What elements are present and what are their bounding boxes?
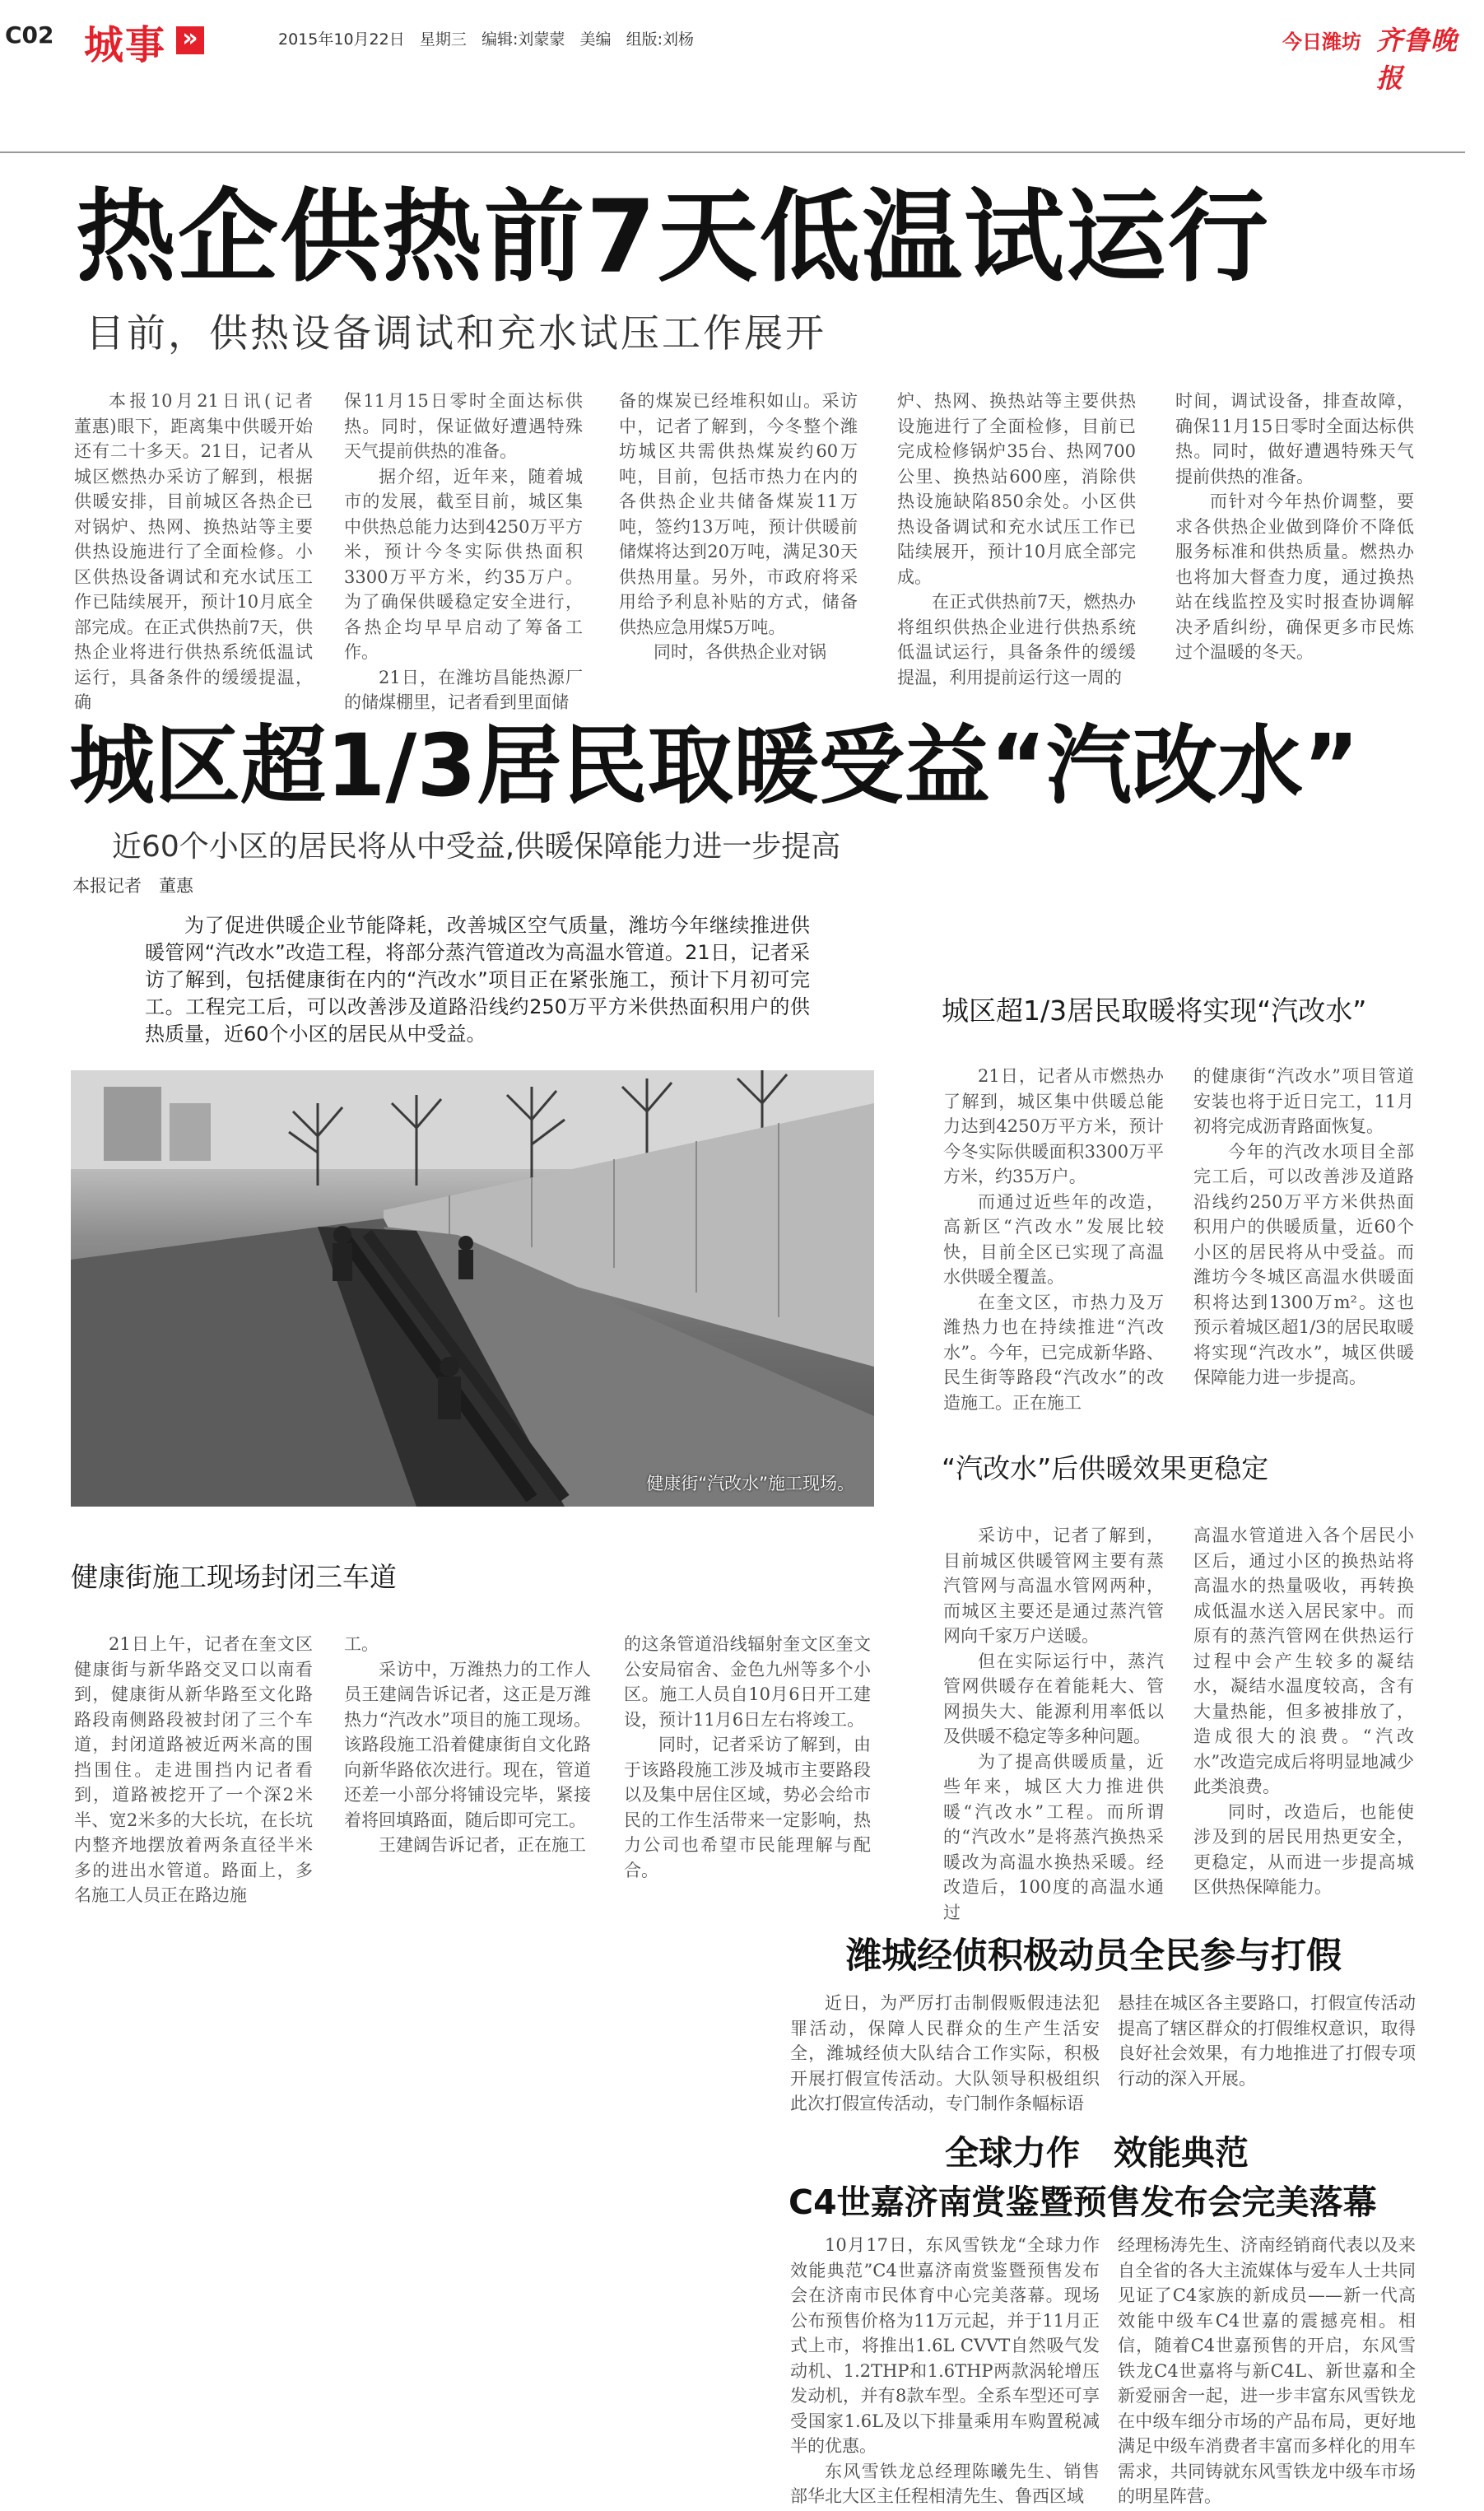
article1-column-3 xyxy=(619,389,858,665)
issue-date: 2015年10月22日 xyxy=(278,30,405,49)
paragraph: 今年的汽改水项目全部完工后，可以改善涉及道路沿线约250万平方米供热面积用户的供暖质量，近60个小区的居民将从中受益。而潍坊今冬城区高温水供暖面积将达到1300万m²。这也预示着城区超1/3的居民取暖将实现“汽改水”，城区供暖保障能力进一步提高。 xyxy=(1193,1141,1414,1387)
paragraph: 高温水管道进入各个居民小区后，通过小区的换热站将高温水的热量吸收，再转换成低温水送入居民家中。而原有的蒸汽管网在供热运行过程中会产生较多的凝结水，凝结水温度较高，含有大量热能，但多被排放了，造成很大的浪费。“汽改水”改造完成后将明显地减少此类浪费。 xyxy=(1193,1526,1414,1796)
paragraph: 在奎文区，市热力及万潍热力也在持续推进“汽改水”。今年，已完成新华路、民生街等路段“汽改水”的改造施工。正在施工 xyxy=(943,1292,1164,1413)
header-rule xyxy=(0,151,1465,153)
article4-title-line1: 全球力作 效能典范 xyxy=(945,2133,1249,2173)
article1-column-4 xyxy=(897,389,1136,690)
article1-title: 热企供热前7天低温试运行 xyxy=(76,179,1270,296)
article2-lead: 为了促进供暖企业节能降耗，改善城区空气质量，潍坊今年继续推进供暖管网“汽改水”改造工程，将部分蒸汽管道改为高温水管道。21日，记者采访了解到，包括健康街在内的“汽改水”项目正在紧张施工，预计下月初可完工。工程完工后，可以改善涉及道路沿线约250万平方米供热面积用户的供热质量，近60个小区的居民从中受益。 xyxy=(145,914,810,1046)
article4-column-1 xyxy=(790,2233,1100,2509)
article1-column-2 xyxy=(344,389,583,715)
paragraph: 在正式供热前7天，燃热办将组织供热企业进行供热系统低温试运行，具备条件的缓缓提温，利用提前运行这一周的 xyxy=(897,592,1136,687)
art-credit: 美编 xyxy=(579,30,612,49)
article1-column-1 xyxy=(74,389,330,715)
paragraph: 为了提高供暖质量，近些年来，城区大力推进供暖“汽改水”工程。而所谓的“汽改水”是将蒸汽换热采暖改为高温水换热采暖。经改造后，100度的高温水通过 xyxy=(943,1751,1164,1922)
section2-column-2 xyxy=(1193,1523,1414,1900)
edition-label: 今日潍坊 xyxy=(1282,30,1361,54)
paragraph: 采访中，记者了解到，目前城区供暖管网主要有蒸汽管网与高温水管网两种，而城区主要还是通过蒸汽管网向千家万户送暖。 xyxy=(943,1526,1164,1646)
page-number: C02 xyxy=(5,21,54,49)
article2-byline: 本报记者 董惠 xyxy=(72,876,193,896)
paragraph: 而通过近些年的改造，高新区“汽改水”发展比较快，目前全区已实现了高温水供暖全覆盖。 xyxy=(943,1191,1164,1287)
paragraph: 同时，记者采访了解到，由于该路段施工涉及城市主要路段以及集中居住区域，势必会给市民的工作生活带来一定影响，热力公司也希望市民能理解与配合。 xyxy=(624,1735,871,1880)
paragraph: 工。 xyxy=(344,1634,379,1654)
paragraph: 保11月15日零时全面达标供热。同时，保证做好遭遇特殊天气提前供热的准备。 xyxy=(344,391,583,461)
paragraph: 王建阔告诉记者，正在施工 xyxy=(379,1835,586,1855)
header-meta xyxy=(278,27,694,49)
section1-column-1 xyxy=(943,1064,1164,1415)
article3-column-1 xyxy=(790,1991,1100,2117)
paragraph: 东风雪铁龙总经理陈曦先生、销售部华北大区主任程相清先生、鲁西区域 xyxy=(790,2461,1100,2506)
article3-column-2 xyxy=(1118,1991,1416,2091)
article4-title-line2: C4世嘉济南赏鉴暨预售发布会完美落幕 xyxy=(789,2183,1377,2222)
section2-column-1 xyxy=(943,1523,1164,1925)
paragraph: 的这条管道沿线辐射奎文区奎文公安局宿舍、金色九州等多个小区。施工人员自10月6日开工建设，预计11月6日左右将竣工。 xyxy=(624,1634,871,1730)
paragraph: 10月17日，东风雪铁龙“全球力作 效能典范”C4世嘉济南赏鉴暨预售发布会在济南市民体育中心完美落幕。现场公布预售价格为11万元起，并于11月正式上市，将推出1.6L CVVT自然吸气发动机、1.2THP和1.6THP两款涡轮增压发动机，并有8款车型。全系车型还可享受国家1.6L及以下排量乘用车购置税减半的优惠。 xyxy=(790,2235,1100,2456)
article1-subtitle: 目前，供热设备调试和充水试压工作展开 xyxy=(86,311,826,356)
section-arrow-icon: » xyxy=(176,26,204,54)
paragraph: 本报10月21日讯(记者 董惠)眼下，距离集中供暖开始还有二十多天。21日，记者从城区燃热办采访了解到，根据供暖安排，目前城区各热企已对锅炉、热网、换热站等主要供热设施进行了全面检修。小区供热设备调试和充水试压工作已陆续展开，预计10月底全部完成。在正式供热前7天，供热企业将进行供热系统低温试运行，具备条件的缓缓提温，确 xyxy=(74,391,330,712)
paragraph: 炉、热网、换热站等主要供热设施进行了全面检修，目前已完成检修锅炉35台、热网700公里、换热站600座，消除供热设施缺陷850余处。小区供热设备调试和充水试压工作已陆续展开，预计10月底全部完成。 xyxy=(897,391,1136,587)
article3-title: 潍城经侦积极动员全民参与打假 xyxy=(846,1936,1342,1977)
paragraph: 经理杨涛先生、济南经销商代表以及来自全省的各大主流媒体与爱车人士共同见证了C4家族的新成员——新一代高效能中级车C4世嘉的震撼亮相。相信，随着C4世嘉预售的开启，东风雪铁龙C4世嘉将与新C4L、新世嘉和全新爱丽舍一起，进一步丰富东风雪铁龙在中级车细分市场的产品布局，更好地满足中级车消费者丰富而多样化的用车需求，共同铸就东风雪铁龙中级车市场的明星阵营。 xyxy=(1118,2235,1416,2506)
section1-column-2 xyxy=(1193,1064,1414,1391)
paragraph: 21日上午，记者在奎文区健康街与新华路交叉口以南看到，健康街从新华路至文化路路段南侧路段被封闭了三个车道，封闭道路被近两米高的围挡围住。走进围挡内记者看到，道路被挖开了一个深2米半、宽2米多的大长坑，在长坑内整齐地摆放着两条直径半米多的进出水管道。路面上，多名施工人员正在路边施 xyxy=(74,1634,313,1905)
layout-credit: 组版:刘杨 xyxy=(626,30,695,49)
article4-column-2 xyxy=(1118,2233,1416,2509)
paragraph: 21日，记者从市燃热办了解到，城区集中供暖总能力达到4250万平方米，预计今冬实际供暖面积3300万平方米，约35万户。 xyxy=(943,1066,1164,1186)
paragraph: 但在实际运行中，蒸汽管网供暖存在着能耗大、管网损失大、能源利用率低以及供暖不稳定等多种问题。 xyxy=(943,1651,1164,1746)
paragraph: 时间，调试设备，排查故障，确保11月15日零时全面达标供热。同时，做好遭遇特殊天气提前供热的准备。 xyxy=(1175,391,1414,487)
section3-column-1 xyxy=(74,1632,313,1908)
section3-column-2 xyxy=(344,1632,591,1858)
issue-weekday: 星期三 xyxy=(419,30,467,49)
section-label: 城事 xyxy=(84,22,167,68)
editor-credit: 编辑:刘蒙蒙 xyxy=(481,30,565,49)
construction-photo xyxy=(71,1070,874,1507)
article2-subtitle: 近60个小区的居民将从中受益,供暖保障能力进一步提高 xyxy=(112,830,841,864)
photo-caption: 健康街“汽改水”施工现场。 xyxy=(646,1474,854,1493)
paragraph: 同时，改造后，也能使涉及到的居民用热更安全，更稳定，从而进一步提高城区供热保障能力。 xyxy=(1193,1801,1414,1897)
article1-column-5 xyxy=(1175,389,1414,665)
photo-scene xyxy=(71,1070,874,1507)
section2-heading: “汽改水”后供暖效果更稳定 xyxy=(942,1452,1269,1484)
paragraph: 悬挂在城区各主要路口，打假宣传活动提高了辖区群众的打假维权意识，取得良好社会效果，有力地推进了打假专项行动的深入开展。 xyxy=(1118,1993,1416,2089)
paragraph: 备的煤炭已经堆积如山。采访中，记者了解到，今冬整个潍坊城区共需供热煤炭约60万吨，目前，包括市热力在内的各供热企业共储备煤炭11万吨，签约13万吨，预计供暖前储煤将达到20万吨，满足30天供热用量。另外，市政府将采用给予利息补贴的方式，储备供热应急用煤5万吨。 xyxy=(619,391,858,637)
section3-column-3 xyxy=(624,1632,871,1883)
paragraph: 同时，各供热企业对锅 xyxy=(654,642,826,662)
paragraph: 近日，为严厉打击制假贩假违法犯罪活动，保障人民群众的生产生活安全，潍城经侦大队结合工作实际，积极开展打假宣传活动。大队领导积极组织此次打假宣传活动，专门制作条幅标语 xyxy=(790,1993,1100,2113)
paragraph: 而针对今年热价调整，要求各供热企业做到降价不降低服务标准和供热质量。燃热办也将加大督查力度，通过换热站在线监控及实时报查协调解决矛盾纠纷，确保更多市民炼过个温暖的冬天。 xyxy=(1175,491,1414,662)
section3-heading: 健康街施工现场封闭三车道 xyxy=(71,1561,397,1593)
paragraph: 采访中，万潍热力的工作人员王建阔告诉记者，这正是万潍热力“汽改水”项目的施工现场。该路段施工沿着健康街自文化路向新华路依次进行。现在，管道还差一小部分将铺设完毕，紧接着将回填路面，随后即可完工。 xyxy=(344,1659,591,1830)
paper-logo: 齐鲁晚报 xyxy=(1376,25,1458,94)
paragraph: 的健康街“汽改水”项目管道安装也将于近日完工，11月初将完成沥青路面恢复。 xyxy=(1193,1066,1414,1136)
paragraph: 21日，在潍坊昌能热源厂的储煤棚里，记者看到里面储 xyxy=(344,667,583,712)
paragraph: 据介绍，近年来，随着城市的发展，截至目前，城区集中供热总能力达到4250万平方米，预计今冬实际供热面积3300万平方米，约35万户。为了确保供暖稳定安全进行，各热企均早早启动了筹备工作。 xyxy=(344,466,583,662)
section1-heading: 城区超1/3居民取暖将实现“汽改水” xyxy=(942,995,1367,1027)
article2-title: 城区超1/3居民取暖受益“汽改水” xyxy=(69,715,1360,816)
